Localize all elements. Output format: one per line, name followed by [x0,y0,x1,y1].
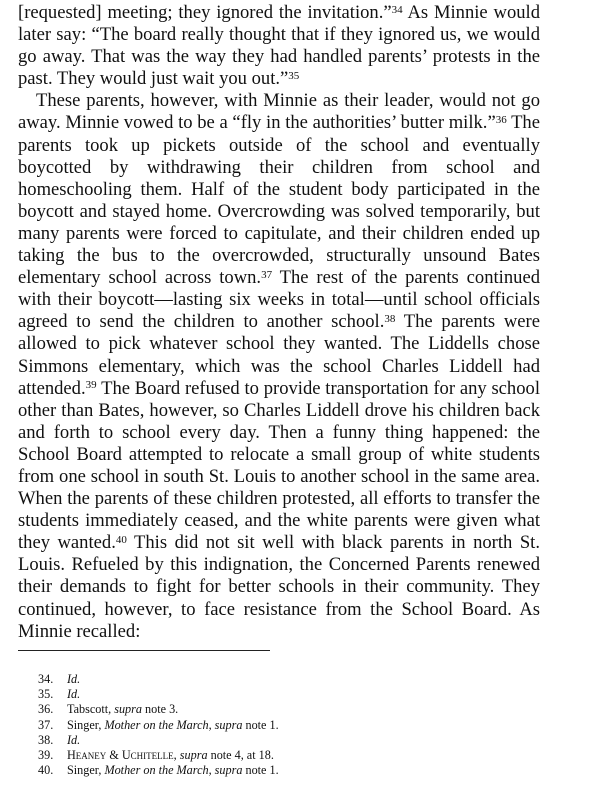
footnote-ref-36[interactable]: 36 [495,113,507,126]
footnote-text: Singer, [67,717,105,732]
footnote-citation: Mother on the March, supra [104,763,243,778]
paragraph-2 [18,90,540,642]
main-text [18,2,540,643]
footnote-number: 36. [38,702,54,717]
footnote-ref-37[interactable]: 37 [261,268,273,281]
footnote [38,672,538,687]
text-run: These parents, however, with Minnie as their leader, would not go away. Minnie vowed to be a “fly in the authorities’ butter milk.” [18,90,540,134]
footnote [38,687,538,702]
text-run: The parents were allowed to pick whatever school they wanted. The Liddells chose Simmons elementary, which was the school Charles Liddell had attended. [18,311,540,399]
footnote-ref-40[interactable]: 40 [115,533,127,546]
footnote-number: 39. [38,748,54,763]
footnote-ref-38[interactable]: 38 [384,312,396,325]
footnote [38,748,538,763]
footnote-text: Tabscott, [67,702,115,717]
text-run: This did not sit well with black parents in north St. Louis. Refueled by this indignation, the Concerned Parents renewed their demands to fight for better schools in their community. They continued, however, to face resistance from the School Board. As Minnie recalled: [18,532,540,642]
footnote-ref-35[interactable]: 35 [288,69,300,82]
footnote-citation: Id. [67,687,81,702]
text-run: The parents took up pickets outside of the school and eventually boycotted by withdrawing their children from school and homeschooling them. Half of the student body participated in the boycott and stayed home. Overcrowding was solved temporarily, but many parents were forced to capitulate, and their children ended up taking the bus to the overcrowded, structurally unsound Bates elementary school across town. [18,112,540,289]
footnote-ref-39[interactable]: 39 [85,379,97,392]
text-run: The Board refused to provide transportation for any school other than Bates, however, so Charles Liddell drove his children back and forth to school every day. Then a funny thing happened: the School Board attempted to relocate a small group of white students from one school in south St. Louis to another school in the same area. When the parents of these children protested, all efforts to transfer the students immediately ceased, and the white parents were given what they wanted. [18,377,540,554]
footnote-citation: Mother on the March, supra [104,717,243,732]
footnote-citation: Id. [67,672,81,686]
footnote [38,718,538,733]
text-run: The rest of the parents continued with their boycott—lasting six weeks in total—until school officials agreed to send the children to another school. [18,267,540,333]
footnote-citation: supra [114,702,142,717]
footnote [38,763,538,778]
footnote-number: 34. [38,672,54,686]
footnote-text: Singer, [67,763,105,778]
paragraph-1 [18,2,540,90]
footnote-text: note 1. [242,717,279,732]
footnote-text: note 1. [242,763,279,778]
footnote-citation: Id. [67,732,81,747]
footnote [38,702,538,717]
footnotes [38,672,538,778]
footnote-text: note 4, at 18. [207,748,274,763]
text-run: [requested] meeting; they ignored the invitation.” [18,2,392,23]
footnote-number: 37. [38,717,54,732]
footnote-author: Heaney & Uchitelle [67,748,174,763]
footnote-citation: , supra [173,748,208,763]
footnote-ref-34[interactable]: 34 [391,3,403,16]
footnote-number: 35. [38,687,54,702]
footnote [38,733,538,748]
footnote-number: 40. [38,763,54,778]
footnote-text: note 3. [142,702,179,717]
footnote-divider [18,650,270,651]
footnote-number: 38. [38,732,54,747]
text-run: As Minnie would later say: “The board really thought that if they ignored us, we would go away. That was the way they had handled parents’ protests in the past. They would just wait you out.” [18,2,540,90]
